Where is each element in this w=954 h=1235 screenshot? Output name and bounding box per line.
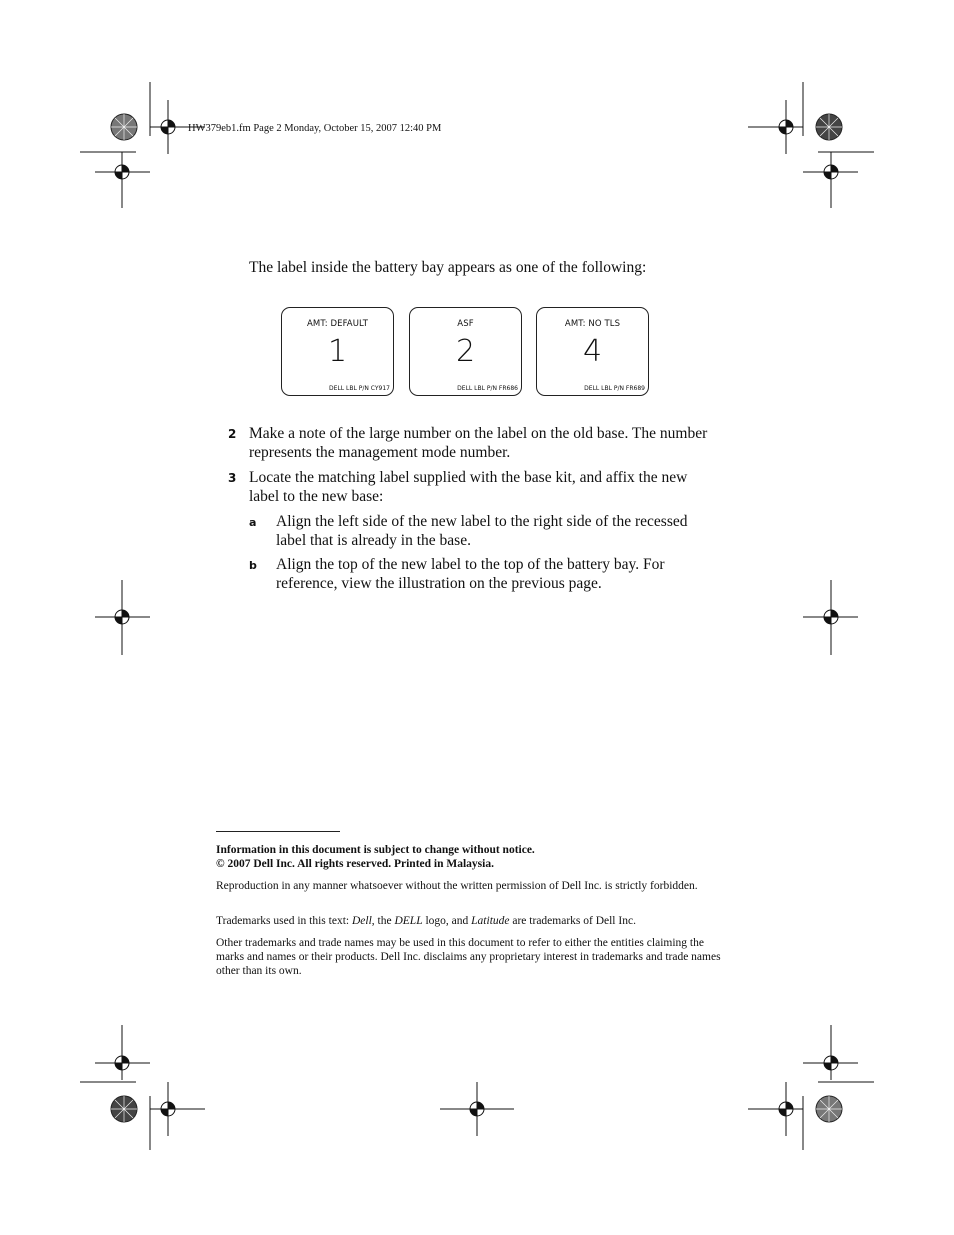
trademarks-mid1: , the [371,915,395,927]
substep-text: Align the top of the new label to the top of the battery bay. For reference, view the illustration on the previous page. [276,556,665,592]
step-number: 2 [228,427,237,441]
label-number: 2 [455,334,476,369]
footer-other-trademarks: Other trademarks and trade names may be used in this document to refer to either the entities claiming the marks and names or their products. Dell Inc. disclaims any proprietary interest in trademarks and trade names other than its own. [216,937,721,977]
trademarks-suffix: are trademarks of Dell Inc. [509,915,636,927]
trademark-dell-logo: DELL [394,915,423,927]
label-part-number: DELL LBL P/N FR686 [457,385,518,392]
substep-letter: a [249,516,257,529]
footer-reproduction: Reproduction in any manner whatsoever without the written permission of Dell Inc. is strictly forbidden. [216,880,698,892]
footer-divider [216,831,340,832]
label-title: AMT: DEFAULT [307,319,368,329]
step-text: Make a note of the large number on the label on the old base. The number represents the management mode number. [249,425,708,461]
notice-line-2: © 2007 Dell Inc. All rights reserved. Printed in Malaysia. [216,858,494,870]
footer-notice [216,843,721,871]
label-title: AMT: NO TLS [564,319,621,329]
trademarks-prefix: Trademarks used in this text: [216,915,352,927]
intro-text: The label inside the battery bay appears as one of the following: [249,259,647,276]
battery-bay-label-2 [409,307,522,396]
label-number: 1 [327,334,348,369]
notice-line-1: Information in this document is subject to change without notice. [216,844,535,856]
step-number: 3 [228,471,237,485]
label-illustrations [281,307,653,399]
trademark-dell: Dell [351,915,372,927]
substep-text: Align the left side of the new label to the right side of the recessed label that is already in the base. [276,513,688,549]
label-title: ASF [457,319,474,329]
trademarks-mid2: logo, and [422,915,472,927]
step-text: Locate the matching label supplied with the base kit, and affix the new label to the new base: [249,469,688,505]
footer-trademarks [216,914,721,928]
label-part-number: DELL LBL P/N FR689 [584,385,645,392]
battery-bay-label-1 [281,307,394,396]
label-part-number: DELL LBL P/N CY917 [329,385,390,392]
substep-letter: b [249,559,257,572]
slug-line: HW379eb1.fm Page 2 Monday, October 15, 2007 12:40 PM [188,123,442,134]
battery-bay-label-4 [536,307,649,396]
trademark-latitude: Latitude [471,915,510,927]
label-number: 4 [582,334,603,369]
